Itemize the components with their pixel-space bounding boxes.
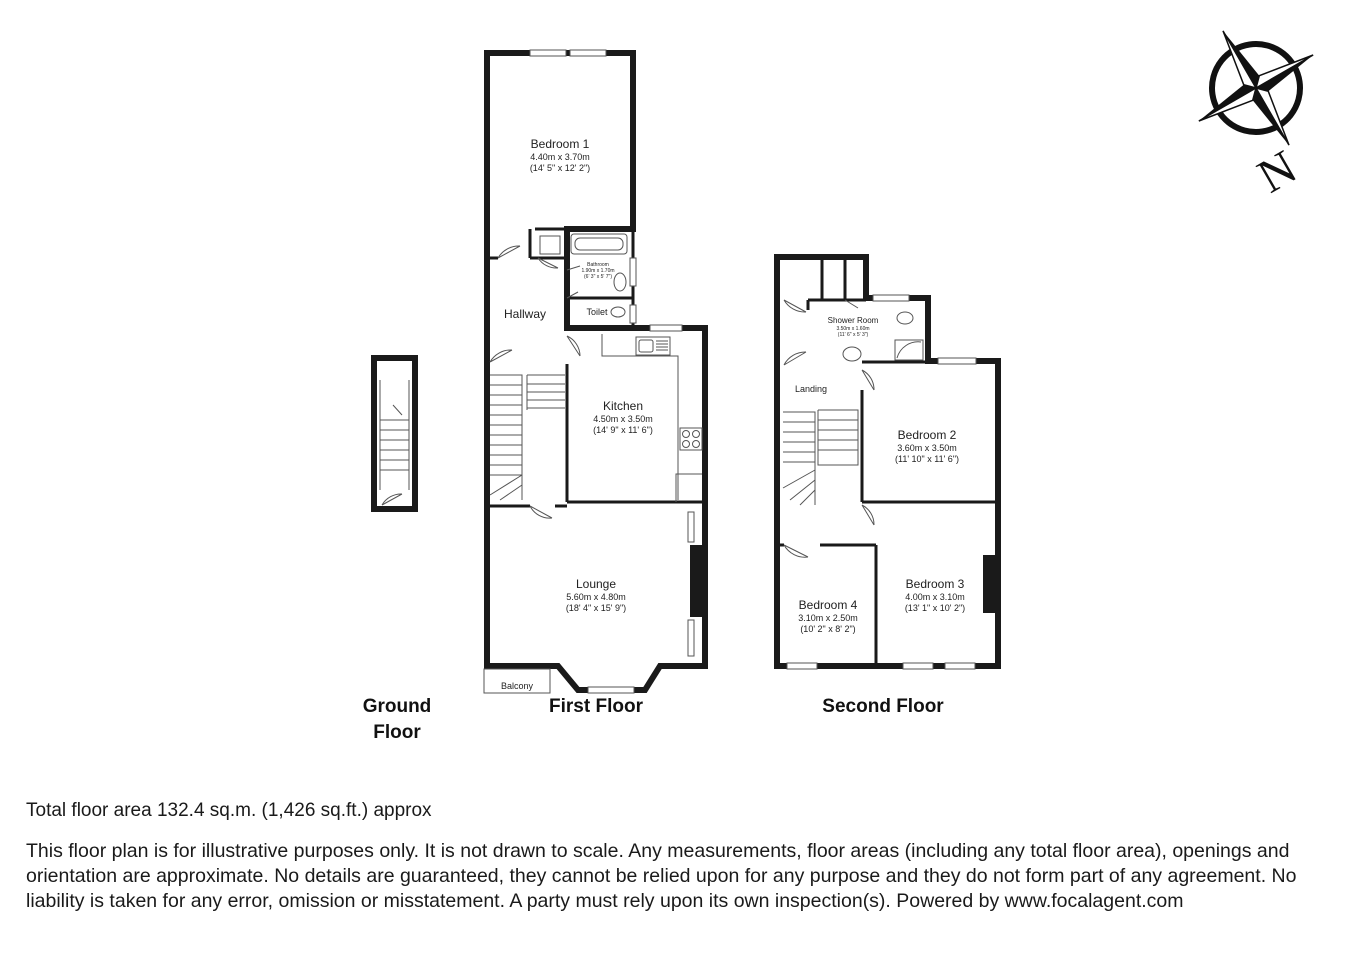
bedroom2-metric: 3.60m x 3.50m [897, 443, 957, 453]
first-floor-stairs [490, 375, 565, 500]
compass-north-label: N [1249, 140, 1306, 204]
kitchen-metric: 4.50m x 3.50m [593, 414, 653, 424]
lounge-imperial: (18' 4" x 15' 9") [565, 603, 627, 613]
bedroom1-name: Bedroom 1 [530, 137, 590, 151]
ground-floor-door [382, 494, 402, 505]
first-floor-label: First Floor [549, 696, 643, 717]
bedroom3-imperial: (13' 1" x 10' 2") [904, 603, 966, 613]
bedroom4-name: Bedroom 4 [798, 598, 858, 612]
bathroom-name: Bathroom [587, 262, 609, 268]
bedroom2-imperial: (11' 10" x 11' 6") [894, 454, 960, 464]
kitchen-name: Kitchen [602, 399, 644, 413]
hallway-name: Hallway [503, 307, 547, 321]
shower-room-metric: 3.50m x 1.60m [836, 326, 870, 332]
second-floor-plan [777, 257, 998, 717]
balcony-name: Balcony [500, 681, 534, 691]
bedroom3-chimney-breast [983, 555, 996, 613]
bedroom1-metric: 4.40m x 3.70m [530, 152, 590, 162]
shower-room-name: Shower Room [827, 316, 879, 325]
disclaimer-text: This floor plan is for illustrative purposes only. It is not drawn to scale. Any measurements, floor areas (including any total floor area), openings and orientation are approximate. No details are guaranteed, they cannot be relied upon for any purpose and they do not form part of any agreement. No liability is taken for any error, omission or misstatement. A party must rely upon its own inspection(s). Powered by www.focalagent.com [26, 840, 1297, 912]
bedroom3-metric: 4.00m x 3.10m [905, 592, 965, 602]
toilet-name: Toilet [586, 307, 608, 317]
ground-floor-stairs [380, 380, 409, 490]
ground-floor-plan [363, 358, 432, 743]
total-floor-area: Total floor area 132.4 sq.m. (1,426 sq.ft.) approx [26, 800, 432, 821]
ground-floor-label-line2: Floor [373, 722, 421, 743]
bedroom4-metric: 3.10m x 2.50m [798, 613, 858, 623]
bedroom3-name: Bedroom 3 [905, 577, 965, 591]
shower-room-imperial: (11' 6" x 5' 3") [837, 332, 869, 338]
ground-floor-label-line1: Ground [362, 696, 432, 717]
lounge-name: Lounge [575, 577, 617, 591]
bedroom1-imperial: (14' 5" x 12' 2") [529, 163, 591, 173]
second-floor-stairs [783, 410, 858, 505]
bedroom4-imperial: (10' 2" x 8' 2") [800, 624, 856, 634]
bathroom-metric: 1.90m x 1.70m [581, 268, 615, 274]
bedroom2-name: Bedroom 2 [897, 428, 957, 442]
second-floor-label: Second Floor [822, 696, 944, 717]
kitchen-imperial: (14' 9" x 11' 6") [593, 425, 653, 435]
landing-name: Landing [794, 384, 828, 394]
first-floor-plan [484, 50, 705, 717]
bathroom-imperial: (6' 3" x 5' 7") [584, 274, 612, 280]
lounge-metric: 5.60m x 4.80m [566, 592, 626, 602]
compass-rose-icon [1166, 0, 1346, 178]
lounge-chimney-breast [690, 545, 704, 617]
